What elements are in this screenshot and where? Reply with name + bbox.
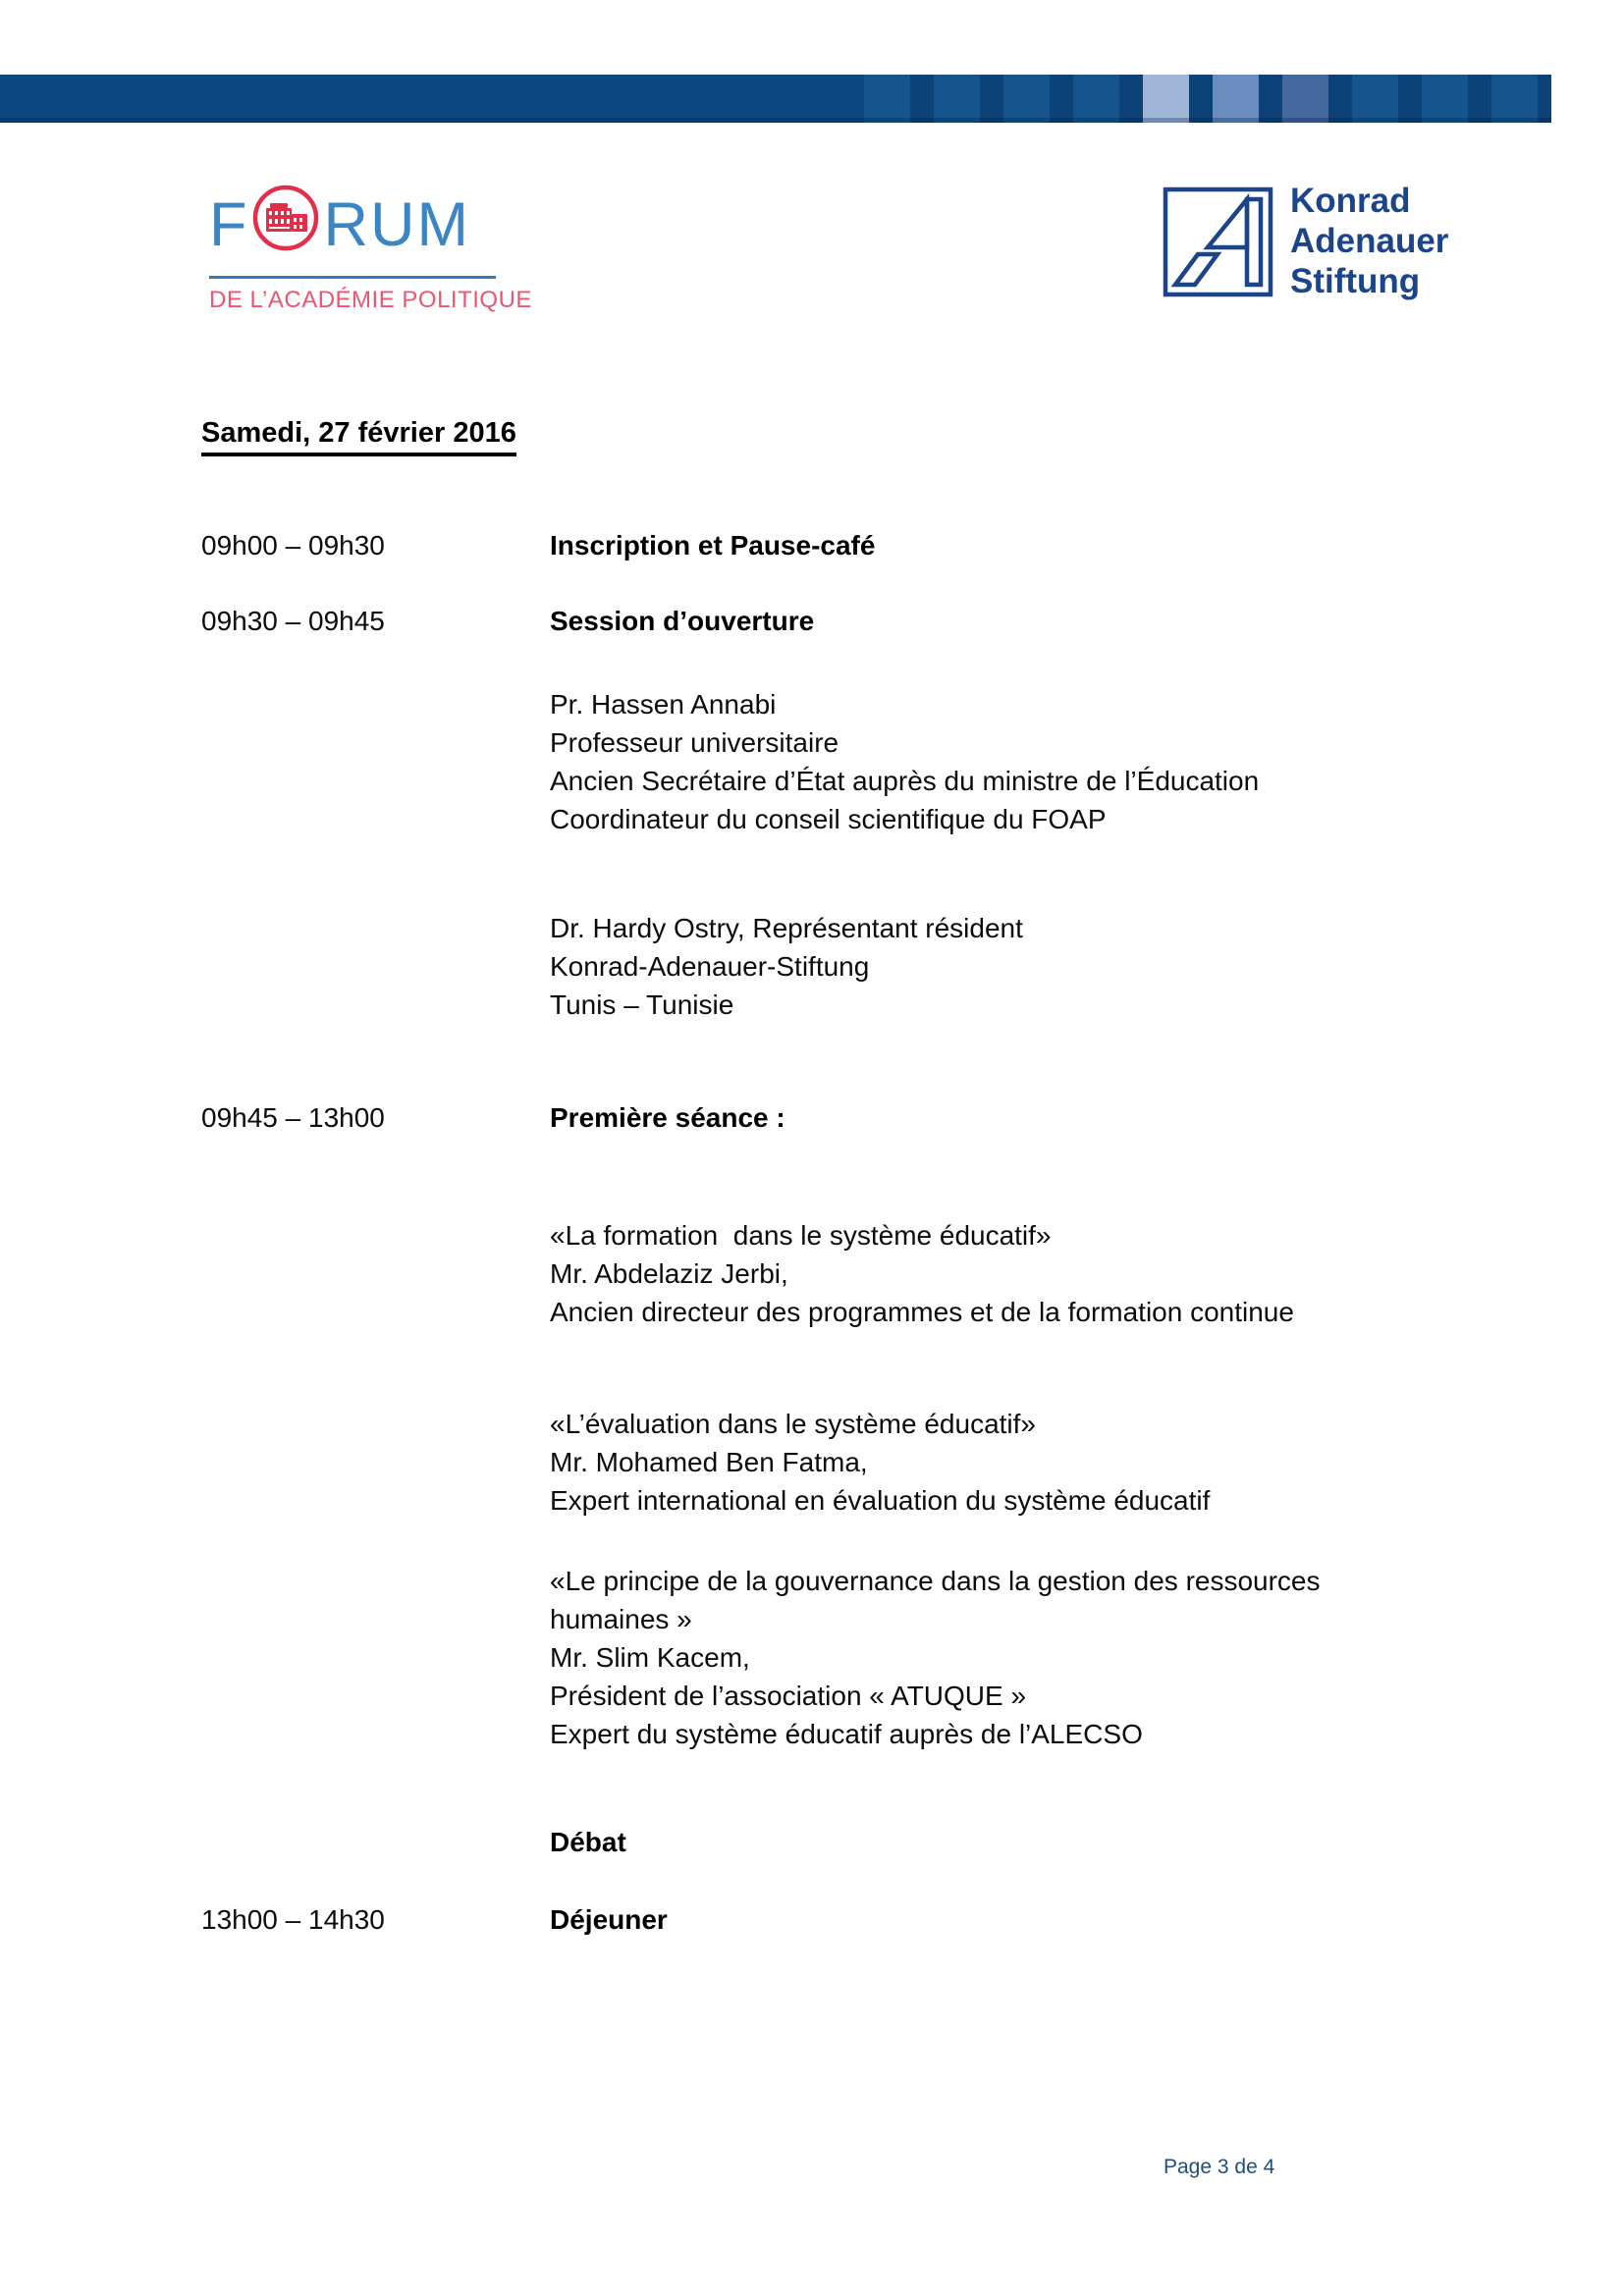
bar-segment (1050, 75, 1073, 123)
kas-line3: Stiftung (1290, 262, 1421, 300)
bar-segment (1259, 75, 1282, 123)
bar-segment (1468, 75, 1491, 123)
text-line: Mr. Mohamed Ben Fatma, (550, 1447, 868, 1477)
bar-segment (1538, 75, 1551, 123)
bar-segment (1282, 75, 1328, 123)
colosseum-icon (250, 183, 321, 267)
text-line: Konrad-Adenauer-Stiftung (550, 951, 870, 982)
forum-rule (209, 276, 496, 279)
text-line: Expert international en évaluation du système éducatif (550, 1485, 1211, 1516)
bar-segments (864, 75, 1551, 123)
bar-segment (1328, 75, 1352, 123)
kas-square-a-icon (1163, 187, 1273, 302)
text-line: Mr. Slim Kacem, (550, 1642, 750, 1673)
session-block (550, 1562, 1321, 1753)
schedule-time: 09h00 – 09h30 (201, 530, 385, 561)
kas-line1: Konrad (1290, 182, 1411, 220)
text-line: Professeur universitaire (550, 727, 839, 758)
speaker-block (550, 685, 1259, 838)
schedule-title: Déjeuner (550, 1904, 668, 1935)
session-block (550, 1216, 1294, 1331)
bar-segment (1213, 75, 1259, 123)
bar-segment (1422, 75, 1468, 123)
bar-segment (1119, 75, 1143, 123)
bar-segment (980, 75, 1003, 123)
bar-segment (1143, 75, 1189, 123)
schedule-title: Session d’ouverture (550, 606, 815, 636)
bar-bottom-stripe (0, 118, 1551, 123)
text-line: «La formation dans le système éducatif» (550, 1220, 1052, 1251)
bar-segment (1003, 75, 1050, 123)
schedule-time: 09h45 – 13h00 (201, 1102, 385, 1133)
bar-segment (934, 75, 980, 123)
bar-segment (1073, 75, 1119, 123)
speaker-block (550, 909, 1023, 1024)
schedule-title: Inscription et Pause-café (550, 530, 876, 561)
text-line: Expert du système éducatif auprès de l’ALECSO (550, 1719, 1143, 1749)
page-number: Page 3 de 4 (1164, 2156, 1275, 2178)
date-heading: Samedi, 27 février 2016 (201, 417, 516, 456)
text-line: Pr. Hassen Annabi (550, 689, 777, 720)
text-line: Dr. Hardy Ostry, Représentant résident (550, 913, 1023, 943)
text-line: Président de l’association « ATUQUE » (550, 1681, 1027, 1711)
text-line: humaines » (550, 1604, 692, 1634)
header-bar (0, 75, 1551, 123)
bar-segment (864, 75, 910, 123)
text-line: Ancien directeur des programmes et de la formation continue (550, 1297, 1294, 1327)
kas-wordmark (1290, 181, 1448, 301)
text-line: Mr. Abdelaziz Jerbi, (550, 1258, 788, 1289)
schedule-title: Débat (550, 1827, 626, 1857)
text-line: Coordinateur du conseil scientifique du FOAP (550, 804, 1107, 834)
kas-logo (1163, 182, 1449, 302)
bar-segment (910, 75, 934, 123)
text-line: Tunis – Tunisie (550, 989, 734, 1020)
session-block (550, 1405, 1210, 1520)
forum-logo (209, 183, 532, 314)
text-line: Ancien Secrétaire d’État auprès du ministre de l’Éducation (550, 766, 1260, 796)
forum-letters-rum: RUM (323, 190, 470, 259)
forum-wordmark (209, 183, 504, 267)
bar-segment (1491, 75, 1538, 123)
text-line: «L’évaluation dans le système éducatif» (550, 1409, 1036, 1439)
schedule-time: 13h00 – 14h30 (201, 1904, 385, 1935)
kas-line2: Adenauer (1290, 222, 1449, 260)
schedule-title: Première séance : (550, 1102, 785, 1133)
forum-letter-f: F (209, 190, 249, 259)
schedule-time: 09h30 – 09h45 (201, 606, 385, 636)
bar-segment (1352, 75, 1398, 123)
forum-subtitle: DE L’ACADÉMIE POLITIQUE (209, 287, 532, 313)
bar-segment (1398, 75, 1422, 123)
text-line: «Le principe de la gouvernance dans la gestion des ressources (550, 1566, 1321, 1596)
bar-segment (1189, 75, 1213, 123)
